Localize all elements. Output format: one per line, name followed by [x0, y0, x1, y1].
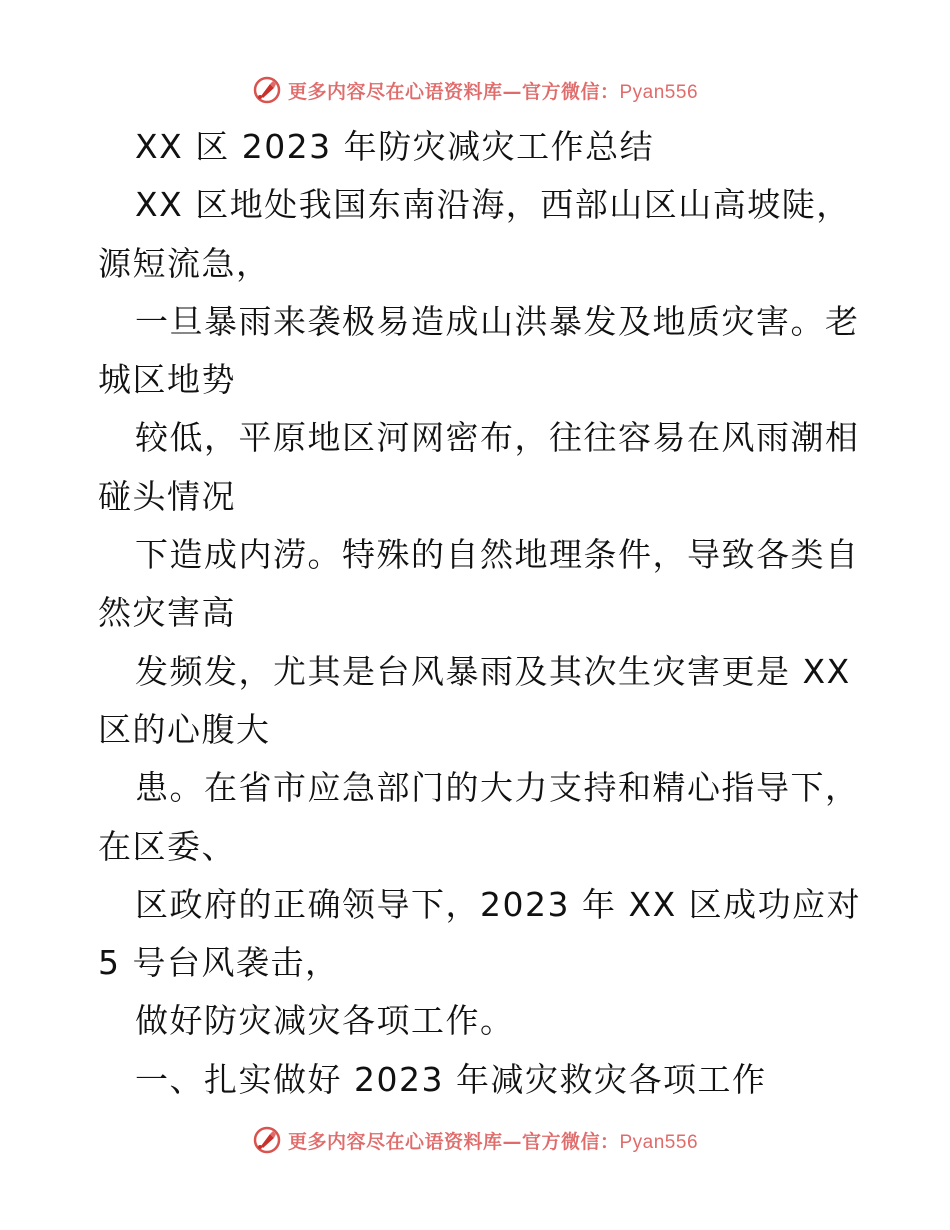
- document-body: [98, 118, 862, 1109]
- text-line: XX 区地处我国东南沿海，西部山区山高坡陡，: [135, 185, 851, 225]
- text-line: 5 号台风袭击，: [98, 943, 340, 983]
- pen-nib-logo-icon: [252, 1125, 282, 1155]
- text-line: XX 区 2023 年防灾减灾工作总结: [135, 127, 655, 166]
- text-line: 做好防灾减灾各项工作。: [135, 1001, 515, 1041]
- text-line: 较低，平原地区河网密布，往往容易在风雨潮相: [135, 418, 860, 458]
- banner-text: [288, 77, 698, 104]
- text-line: 源短流急，: [98, 243, 271, 283]
- text-line: 在区委、: [98, 826, 236, 866]
- banner-account: Pyan556: [619, 1131, 699, 1153]
- banner-slogan: 更多内容尽在心语资料库—官方微信：: [287, 80, 620, 103]
- text-line: 发频发，尤其是台风暴雨及其次生灾害更是 XX: [135, 651, 851, 691]
- text-line: 城区地势: [98, 360, 236, 400]
- text-line: 患。在省市应急部门的大力支持和精心指导下，: [135, 768, 860, 808]
- banner-text: [288, 1127, 698, 1154]
- text-line: 下造成内涝。特殊的自然地理条件，导致各类自: [135, 535, 860, 575]
- text-line: 一旦暴雨来袭极易造成山洪暴发及地质灾害。老: [135, 301, 860, 341]
- text-line: 区政府的正确领导下，2023 年 XX 区成功应对: [135, 884, 862, 924]
- pen-nib-logo-icon: [252, 75, 282, 105]
- text-line: 一、扎实做好 2023 年减灾救灾各项工作: [135, 1059, 767, 1099]
- text-line: 然灾害高: [98, 593, 236, 633]
- text-line: 区的心腹大: [98, 709, 271, 749]
- header-banner: [0, 70, 950, 110]
- banner-slogan: 更多内容尽在心语资料库—官方微信：: [287, 1130, 620, 1153]
- footer-banner: [0, 1120, 950, 1160]
- text-line: 碰头情况: [98, 476, 236, 516]
- banner-account: Pyan556: [619, 81, 699, 103]
